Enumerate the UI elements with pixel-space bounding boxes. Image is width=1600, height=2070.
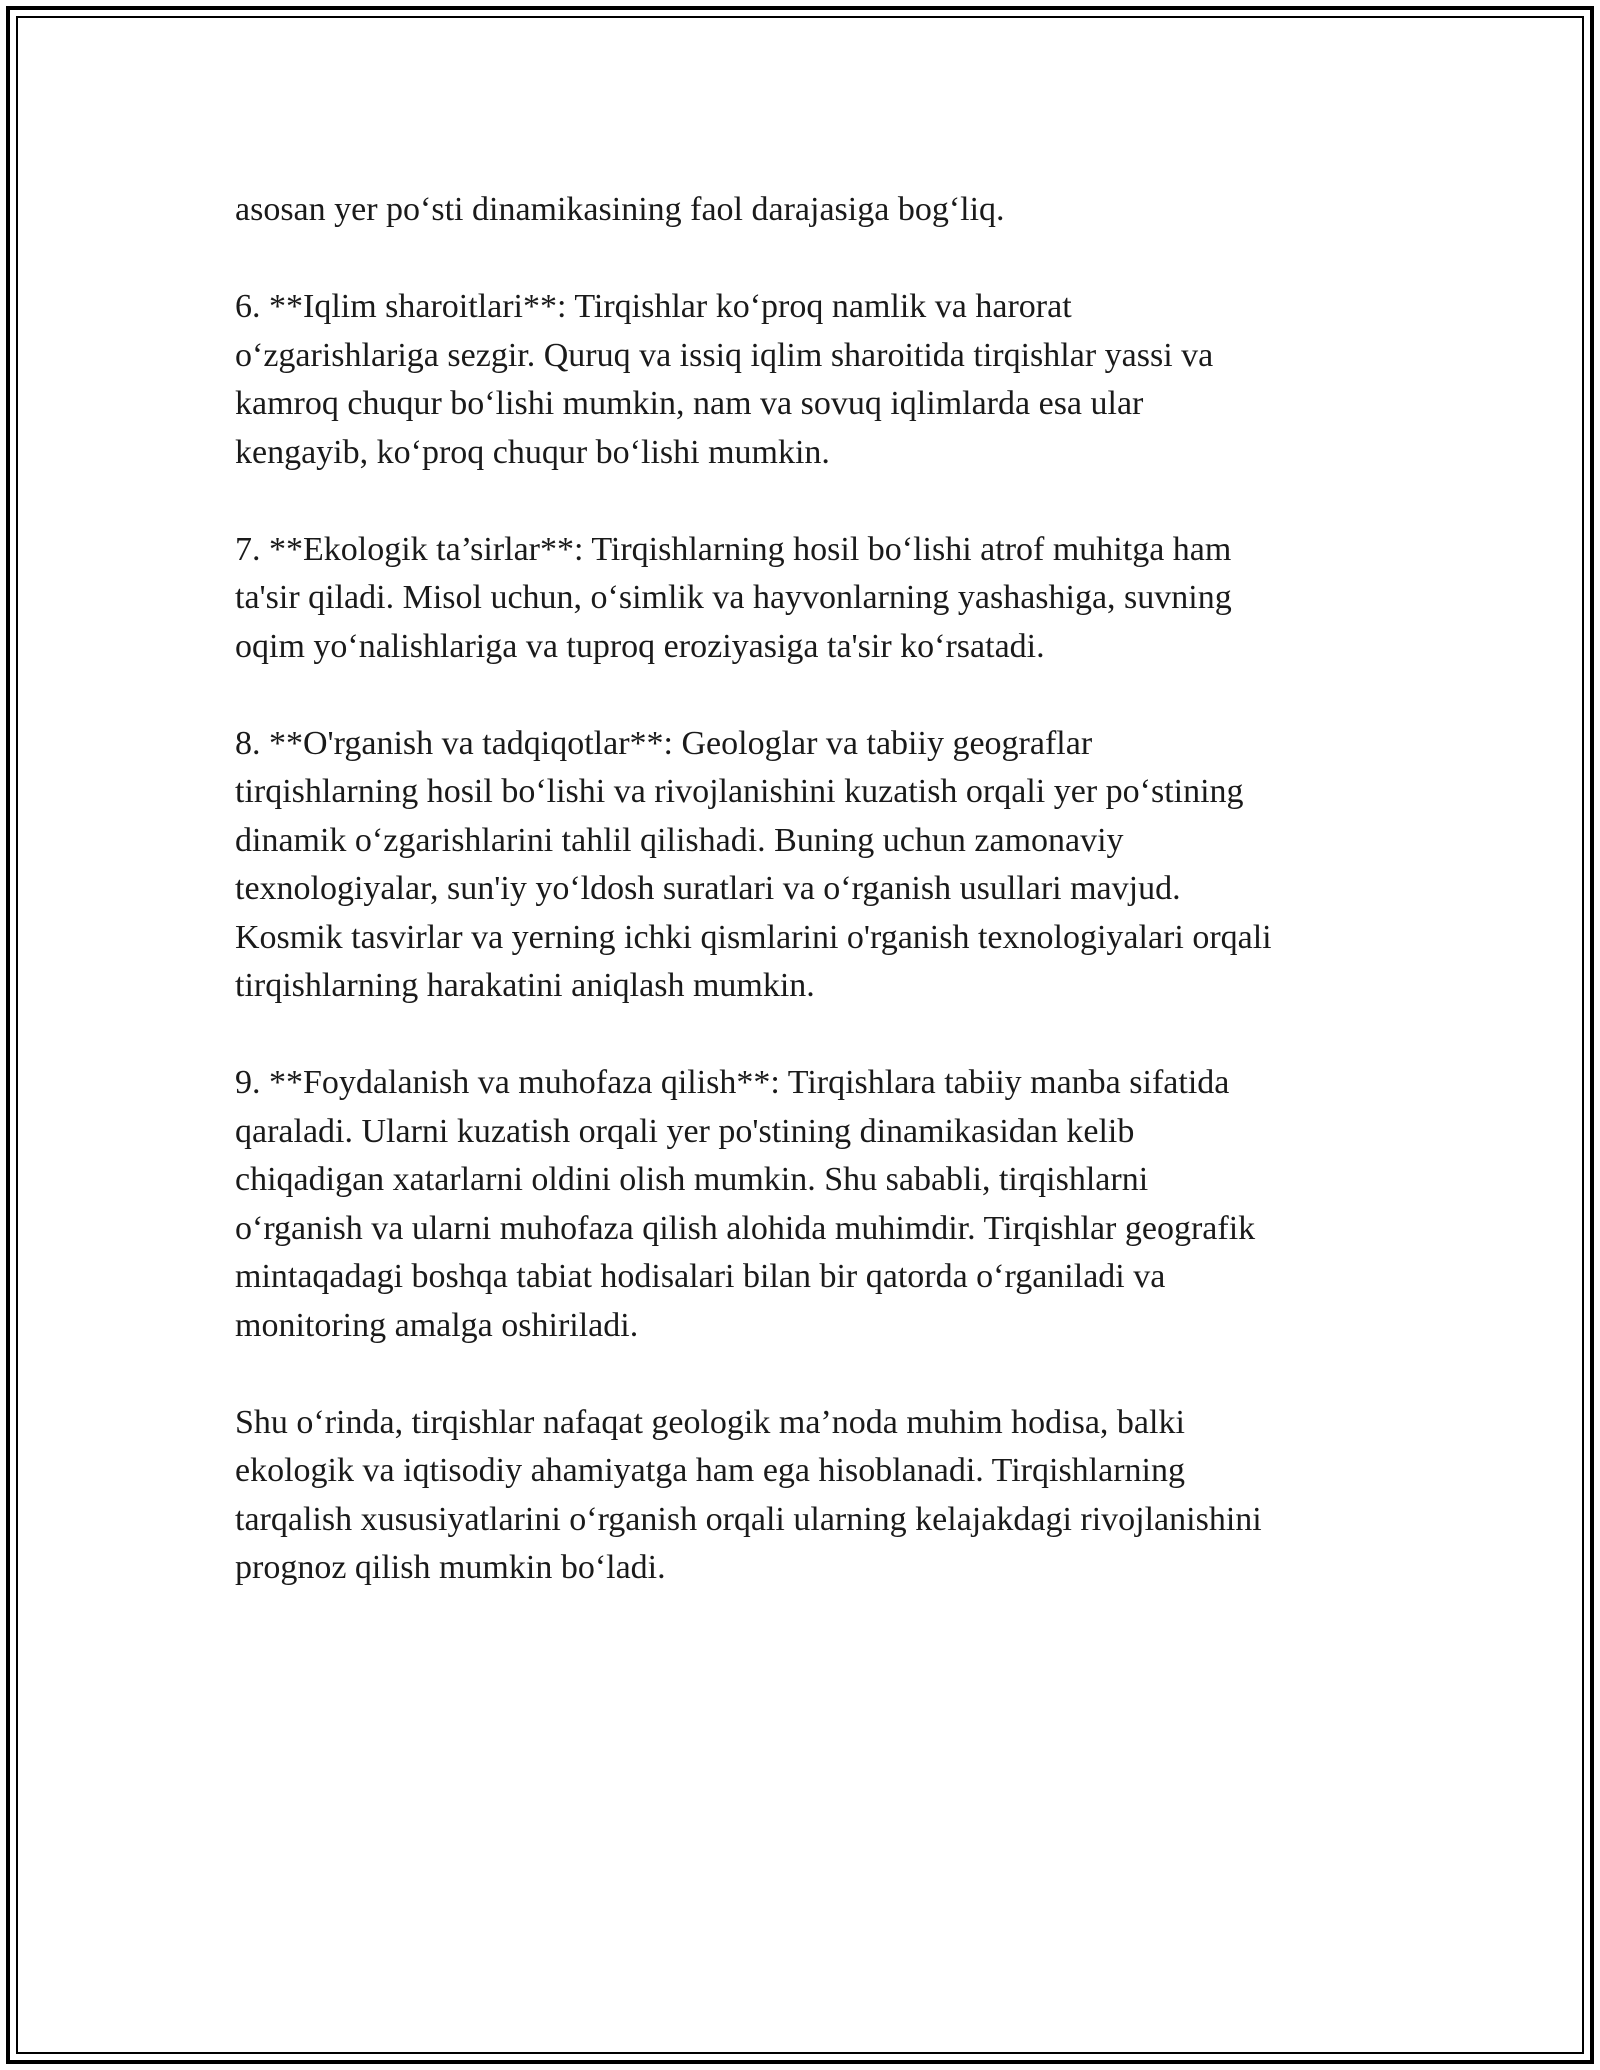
paragraph-item-9 [235, 1059, 1360, 1350]
text-line: qaraladi. Ularni kuzatish orqali yer po'stining dinamikasidan kelib [235, 1112, 1135, 1150]
text-line: 6. **Iqlim sharoitlari**: Tirqishlar ko‘proq namlik va harorat [235, 288, 1072, 325]
paragraph-item-8 [235, 720, 1360, 1011]
text-line: monitoring amalga oshiriladi. [235, 1306, 639, 1344]
text-line: tirqishlarning harakatini aniqlash mumkin. [235, 967, 815, 1004]
text-line: asosan yer po‘sti dinamikasining faol darajasiga bog‘liq. [235, 191, 1005, 228]
text-line: kengayib, ko‘proq chuqur bo‘lishi mumkin. [235, 433, 830, 471]
paragraph-item-6 [235, 283, 1360, 477]
paragraph-continuation [235, 186, 1360, 235]
text-line: mintaqadagi boshqa tabiat hodisalari bilan bir qatorda o‘rganiladi va [235, 1258, 1166, 1295]
paragraph-item-7 [235, 526, 1360, 672]
text-line: 9. **Foydalanish va muhofaza qilish**: Tirqishlara tabiiy manba sifatida [235, 1064, 1230, 1101]
text-line: kamroq chuqur bo‘lishi mumkin, nam va sovuq iqlimlarda esa ular [235, 385, 1144, 422]
text-line: tarqalish xususiyatlarini o‘rganish orqali ularning kelajakdagi rivojlanishini [235, 1500, 1262, 1538]
text-line: tirqishlarning hosil bo‘lishi va rivojlanishini kuzatish orqali yer po‘stining [235, 773, 1244, 810]
text-line: texnologiyalar, sun'iy yo‘ldosh suratlari va o‘rganish usullari mavjud. [235, 870, 1181, 907]
text-line: Kosmik tasvirlar va yerning ichki qismlarini o'rganish texnologiyalari orqali [235, 918, 1272, 956]
text-line: ekologik va iqtisodiy ahamiyatga ham ega hisoblanadi. Tirqishlarning [235, 1452, 1185, 1489]
text-line: o‘rganish va ularni muhofaza qilish alohida muhimdir. Tirqishlar geografik [235, 1209, 1256, 1247]
text-line: ta'sir qiladi. Misol uchun, o‘simlik va hayvonlarning yashashiga, suvning [235, 579, 1232, 616]
text-line: o‘zgarishlariga sezgir. Quruq va issiq iqlim sharoitida tirqishlar yassi va [235, 336, 1214, 374]
text-line: oqim yo‘nalishlariga va tuproq eroziyasiga ta'sir ko‘rsatadi. [235, 627, 1045, 665]
text-line: prognoz qilish mumkin bo‘ladi. [235, 1549, 666, 1586]
text-line: chiqadigan xatarlarni oldini olish mumkin. Shu sababli, tirqishlarni [235, 1161, 1149, 1198]
text-line: 8. **O'rganish va tadqiqotlar**: Geologlar va tabiiy geograflar [235, 724, 1093, 762]
document-body [235, 186, 1360, 1641]
text-line: dinamik o‘zgarishlarini tahlil qilishadi. Buning uchun zamonaviy [235, 821, 1124, 859]
text-line: 7. **Ekologik ta’sirlar**: Tirqishlarning hosil bo‘lishi atrof muhitga ham [235, 530, 1232, 568]
paragraph-conclusion [235, 1399, 1360, 1593]
text-line: Shu o‘rinda, tirqishlar nafaqat geologik ma’noda muhim hodisa, balki [235, 1403, 1185, 1441]
